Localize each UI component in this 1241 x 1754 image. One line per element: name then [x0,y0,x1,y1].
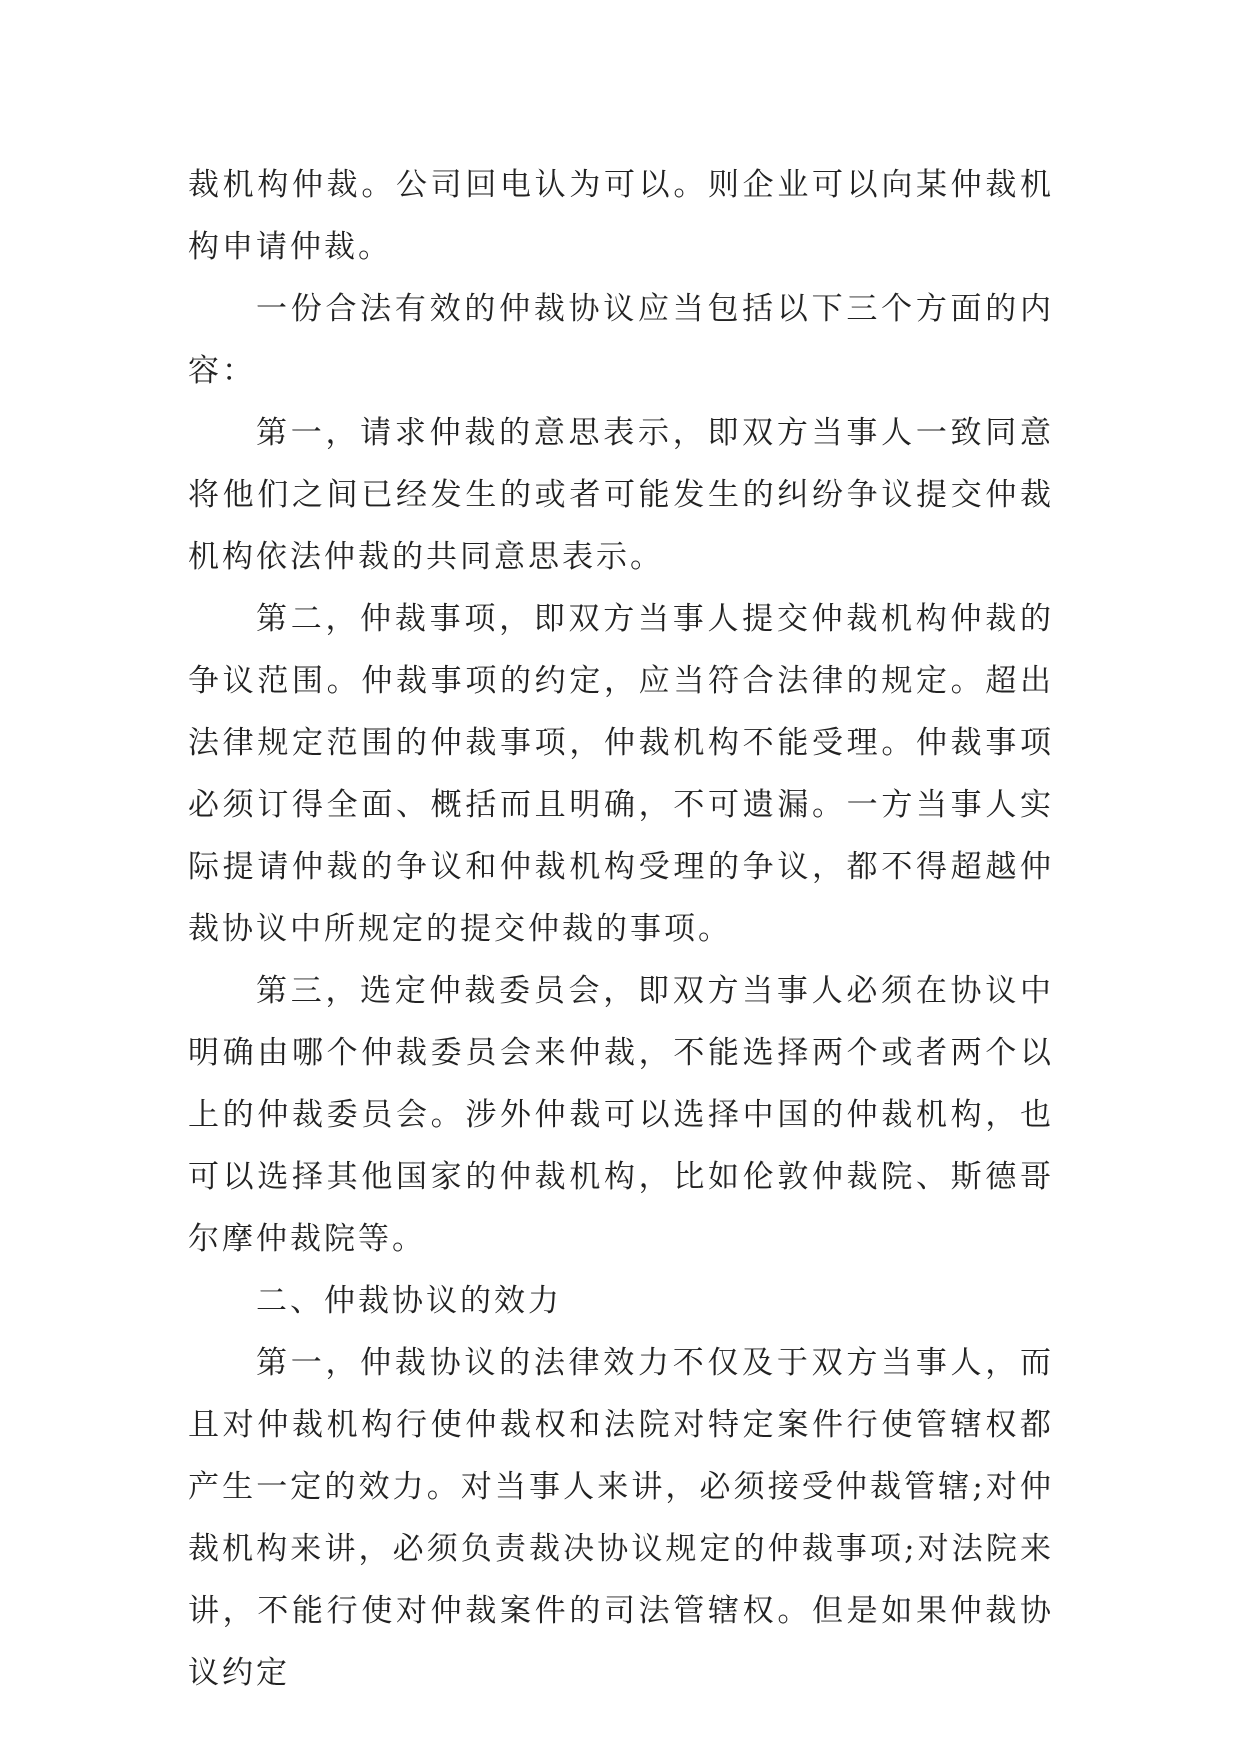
paragraph-effect-first: 第一，仲裁协议的法律效力不仅及于双方当事人，而且对仲裁机构行使仲裁权和法院对特定案件行使管辖权都产生一定的效力。对当事人来讲，必须接受仲裁管辖;对仲裁机构来讲，必须负责裁决协议规定的仲裁事项;对法院来讲，不能行使对仲裁案件的司法管辖权。但是如果仲裁协议约定 [188,1345,1054,1691]
paragraph-first-point: 第一，请求仲裁的意思表示，即双方当事人一致同意将他们之间已经发生的或者可能发生的纠纷争议提交仲裁机构依法仲裁的共同意思表示。 [188,415,1054,575]
paragraph-second-point: 第二，仲裁事项，即双方当事人提交仲裁机构仲裁的争议范围。仲裁事项的约定，应当符合法律的规定。超出法律规定范围的仲裁事项，仲裁机构不能受理。仲裁事项必须订得全面、概括而且明确，不可遗漏。一方当事人实际提请仲裁的争议和仲裁机构受理的争议，都不得超越仲裁协议中所规定的提交仲裁的事项。 [188,601,1054,947]
section-heading: 二、仲裁协议的效力 [256,1283,562,1319]
document-body [188,154,1054,1704]
paragraph-continuation: 裁机构仲裁。公司回电认为可以。则企业可以向某仲裁机构申请仲裁。 [188,167,1054,265]
paragraph-third-point: 第三，选定仲裁委员会，即双方当事人必须在协议中明确由哪个仲裁委员会来仲裁，不能选择两个或者两个以上的仲裁委员会。涉外仲裁可以选择中国的仲裁机构，也可以选择其他国家的仲裁机构，比如伦敦仲裁院、斯德哥尔摩仲裁院等。 [188,973,1054,1257]
paragraph-intro: 一份合法有效的仲裁协议应当包括以下三个方面的内容： [188,291,1054,389]
